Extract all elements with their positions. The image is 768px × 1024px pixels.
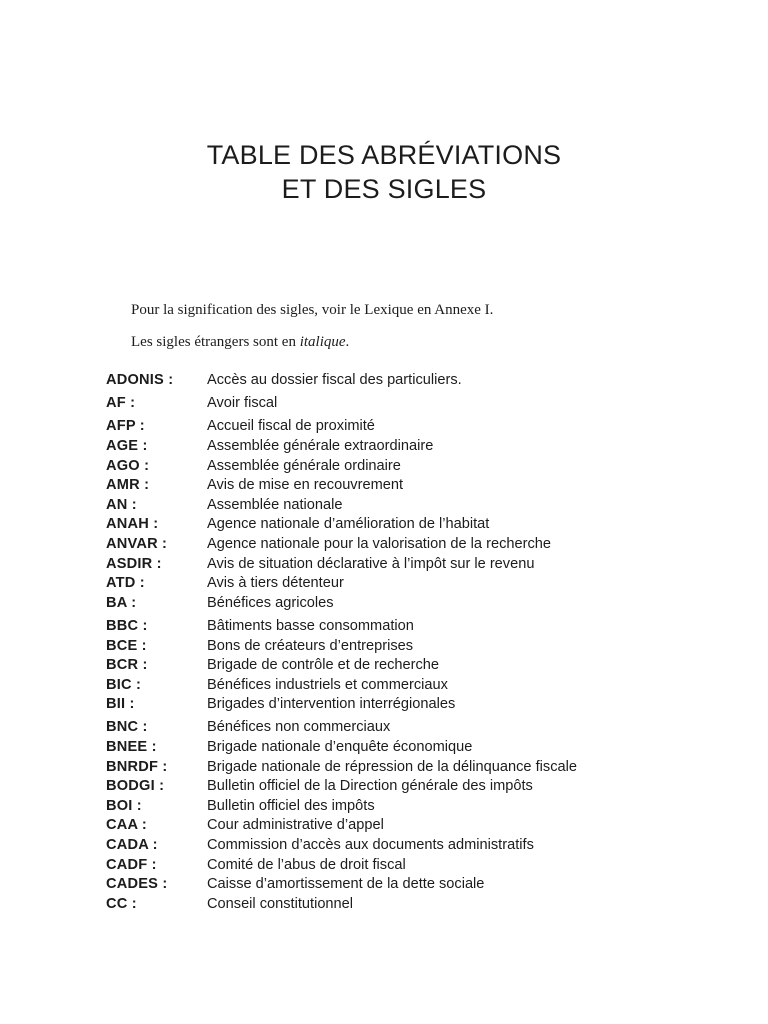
abbreviation-definition: Conseil constitutionnel	[207, 895, 354, 912]
abbreviation-entry	[106, 875, 746, 895]
abbreviation-entry	[106, 695, 746, 715]
page-title	[0, 138, 768, 206]
abbreviation-definition: Bénéfices agricoles	[207, 594, 334, 611]
abbreviation-term: BNEE :	[106, 738, 157, 755]
abbreviation-term: AGE :	[106, 438, 148, 455]
abbreviation-list	[106, 371, 746, 914]
abbreviation-definition: Caisse d’amortissement de la dette sociale	[207, 876, 485, 893]
abbreviation-definition: Bons de créateurs d’entreprises	[207, 637, 414, 654]
abbreviation-entry	[106, 816, 746, 836]
abbreviation-term: CADA :	[106, 836, 158, 853]
abbreviation-term: BBC :	[106, 617, 148, 634]
abbreviation-entry	[106, 855, 746, 875]
abbreviation-definition: Bénéfices industriels et commerciaux	[207, 676, 448, 693]
abbreviation-definition: Brigade nationale de répression de la délinquance fiscale	[207, 758, 577, 775]
abbreviation-definition: Brigade nationale d’enquête économique	[207, 738, 473, 755]
abbreviation-term: CAA :	[106, 817, 147, 834]
abbreviation-definition: Cour administrative d’appel	[207, 817, 384, 834]
abbreviation-definition: Brigade de contrôle et de recherche	[207, 657, 440, 674]
abbreviation-entry	[106, 437, 746, 457]
abbreviation-term: CC :	[106, 895, 137, 912]
abbreviation-definition: Avis à tiers détenteur	[207, 575, 344, 592]
intro-paragraph-lexique: Pour la signification des sigles, voir le Lexique en Annexe I.	[131, 302, 494, 318]
abbreviation-definition: Commission d’accès aux documents administratifs	[207, 836, 534, 853]
abbreviation-entry	[106, 636, 746, 656]
abbreviation-definition: Accueil fiscal de proximité	[207, 418, 375, 435]
abbreviation-term: BII :	[106, 696, 135, 713]
abbreviation-term: BNC :	[106, 719, 148, 736]
abbreviation-entry	[106, 894, 746, 914]
abbreviation-entry	[106, 594, 746, 614]
abbreviation-entry	[106, 617, 746, 637]
abbreviation-term: ANVAR :	[106, 536, 168, 553]
intro-paragraph-foreign	[131, 334, 731, 351]
abbreviation-term: ASDIR :	[106, 555, 162, 572]
abbreviation-definition: Accès au dossier fiscal des particuliers.	[207, 372, 462, 389]
abbreviation-term: AFP :	[106, 418, 145, 435]
abbreviation-term: AF :	[106, 395, 136, 412]
abbreviation-entry	[106, 796, 746, 816]
abbreviation-entry	[106, 757, 746, 777]
abbreviation-entry	[106, 456, 746, 476]
abbreviation-term: CADF :	[106, 856, 157, 873]
abbreviation-definition: Agence nationale pour la valorisation de la recherche	[207, 536, 551, 553]
abbreviation-term: ANAH :	[106, 516, 159, 533]
abbreviation-term: BCR :	[106, 657, 148, 674]
abbreviation-definition: Avis de situation déclarative à l’impôt sur le revenu	[207, 555, 535, 572]
intro-foreign-italic: italique	[299, 334, 346, 350]
abbreviation-entry	[106, 675, 746, 695]
abbreviation-definition: Bulletin officiel des impôts	[207, 797, 375, 814]
abbreviation-term: BA :	[106, 594, 137, 611]
title-line-2: ET DES SIGLES	[281, 174, 487, 204]
title-line-1: TABLE DES ABRÉVIATIONS	[206, 140, 562, 170]
abbreviation-entry	[106, 535, 746, 555]
abbreviation-entry	[106, 496, 746, 516]
abbreviation-definition: Bâtiments basse consommation	[207, 617, 414, 634]
abbreviation-definition: Assemblée nationale	[207, 496, 343, 513]
abbreviation-entry	[106, 394, 746, 414]
abbreviation-definition: Assemblée générale ordinaire	[207, 457, 401, 474]
abbreviation-term: BCE :	[106, 637, 147, 654]
abbreviation-entry	[106, 738, 746, 758]
abbreviation-term: AGO :	[106, 457, 150, 474]
abbreviation-entry	[106, 718, 746, 738]
abbreviation-definition: Brigades d’intervention interrégionales	[207, 696, 456, 713]
abbreviation-definition: Bénéfices non commerciaux	[207, 719, 391, 736]
abbreviation-definition: Bulletin officiel de la Direction générale des impôts	[207, 778, 533, 795]
abbreviation-definition: Assemblée générale extraordinaire	[207, 438, 434, 455]
abbreviation-term: CADES :	[106, 876, 168, 893]
abbreviation-term: AMR :	[106, 477, 150, 494]
abbreviation-entry	[106, 656, 746, 676]
abbreviation-entry	[106, 777, 746, 797]
abbreviation-entry	[106, 371, 746, 391]
abbreviation-term: ATD :	[106, 575, 145, 592]
abbreviation-definition: Avoir fiscal	[207, 395, 278, 412]
abbreviation-entry	[106, 515, 746, 535]
abbreviation-entry	[106, 836, 746, 856]
abbreviation-entry	[106, 417, 746, 437]
intro-foreign-suffix: .	[345, 334, 350, 350]
abbreviation-term: BOI :	[106, 797, 142, 814]
abbreviation-term: BIC :	[106, 676, 142, 693]
intro-foreign-prefix: Les sigles étrangers sont en	[131, 334, 300, 350]
abbreviation-definition: Comité de l’abus de droit fiscal	[207, 856, 406, 873]
abbreviation-term: BODGI :	[106, 778, 165, 795]
abbreviation-term: ADONIS :	[106, 372, 174, 389]
abbreviation-definition: Avis de mise en recouvrement	[207, 477, 404, 494]
abbreviation-term: AN :	[106, 496, 137, 513]
abbreviation-definition: Agence nationale d’amélioration de l’habitat	[207, 516, 490, 533]
abbreviation-entry	[106, 554, 746, 574]
abbreviation-term: BNRDF :	[106, 758, 168, 775]
abbreviation-entry	[106, 574, 746, 594]
abbreviation-entry	[106, 476, 746, 496]
